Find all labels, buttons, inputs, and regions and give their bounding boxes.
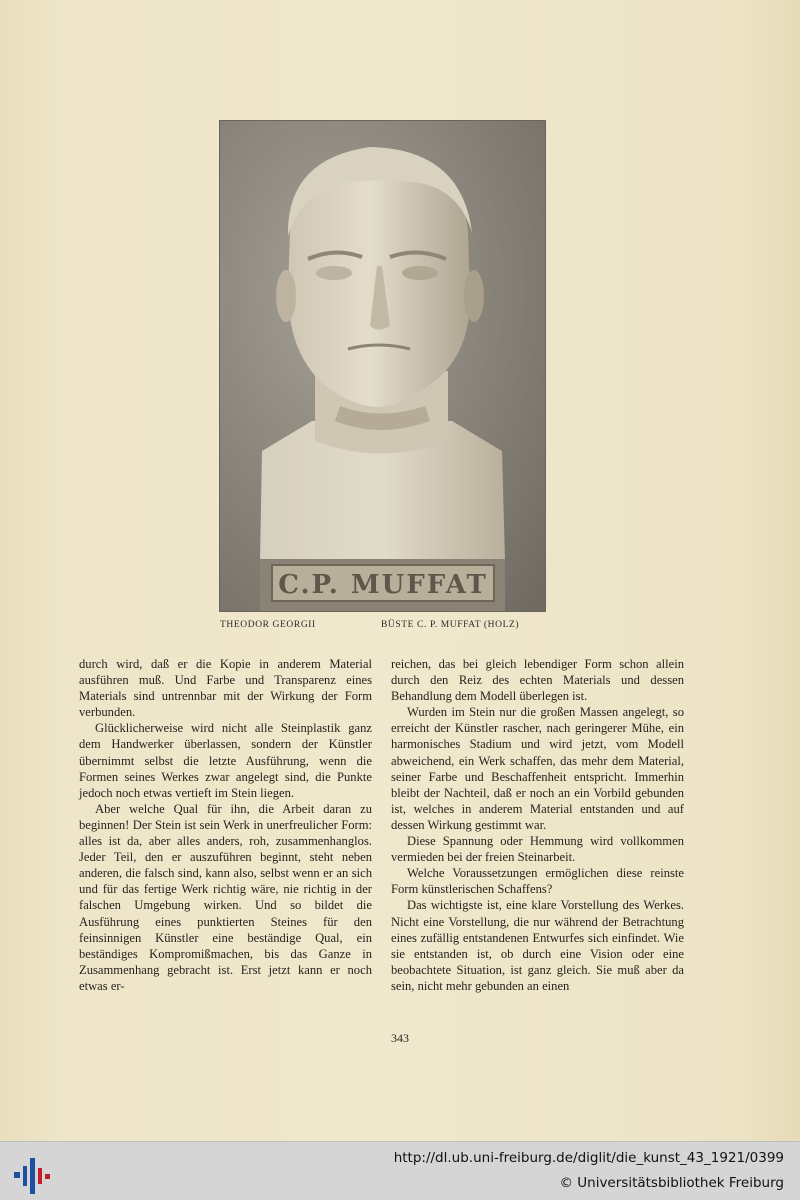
copyright-notice: © Universitätsbibliothek Freiburg (559, 1175, 784, 1191)
paragraph: Aber welche Qual für ihn, die Arbeit daran zu beginnen! Der Stein ist sein Werk in unerfreulicher Form: alles ist da, aber alles anders, roh, zusammenhanglos. Jeder Teil, den er auszuführen beginnt, steht neben anderen, die falsch sind, kann also, selbst wenn er an sich und für das fertige Werk richtig wäre, nie richtig in der falschen Umgebung wirken. Und so bildet die Ausführung eines punktierten Steines für den feinsinnigen Künstler eine beständige Qual, ein beständiges Kompromißmachen, bis das Ganze in Zusammenhang gebracht ist. Erst jetzt kann er noch etwas er- (79, 801, 372, 993)
bust-illustration (220, 121, 545, 611)
paragraph: Glücklicherweise wird nicht alle Steinplastik ganz dem Handwerker überlassen, sondern der Künstler übernimmt selbst die letzte Ausführung, wenn die Formen seines Werkes zwar angelegt sind, die Punkte jedoch noch etwas vertieft im Stein liegen. (79, 721, 372, 800)
bust-inscription: C.P. MUFFAT (278, 570, 488, 600)
paragraph: reichen, das bei gleich lebendiger Form schon allein durch den Reiz des echten Materials und dessen Behandlung dem Modell überlegen ist. (391, 657, 684, 704)
text-column-right (391, 656, 684, 994)
library-footer (0, 1141, 800, 1200)
paragraph: Welche Voraussetzungen ermöglichen diese reinste Form künstlerischen Schaffens? (391, 866, 684, 897)
bust-photograph (220, 121, 545, 611)
caption-artist: THEODOR GEORGII (220, 620, 316, 630)
source-url-link[interactable]: http://dl.ub.uni-freiburg.de/diglit/die_kunst_43_1921/0399 (393, 1150, 784, 1166)
paragraph: Das wichtigste ist, eine klare Vorstellung des Werkes. Nicht eine Vorstellung, die nur während der Betrachtung eines zufällig entstandenen Entwurfes sich einfindet. Wie sie entstanden ist, ob durch eine Vision oder eine beobachtete Situation, ist ganz gleich. Sie muß aber da sein, nicht mehr gebunden an einen (391, 898, 684, 993)
library-logo-icon (10, 1150, 52, 1194)
page-number: 343 (391, 1031, 409, 1045)
paragraph: durch wird, daß er die Kopie in anderem Material ausführen muß. Und Farbe und Transparenz eines Materials sind untrennbar mit der Wirkung der Form verbunden. (79, 657, 372, 720)
paragraph: Wurden im Stein nur die großen Massen angelegt, so erreicht der Künstler rascher, nach geringerer Mühe, ein harmonisches Stadium und wird jetzt, vom Modell abweichend, ein Werk schaffen, das mehr dem Material, seiner Farbe und Beschaffenheit entspricht. Immerhin bleibt der Nachteil, daß er noch an ein Vorbild gebunden ist, welches in anderem Material entstanden und auf dessen Wirkung gestimmt war. (391, 705, 684, 832)
caption-title: BÜSTE C. P. MUFFAT (HOLZ) (381, 620, 520, 630)
text-column-left (79, 656, 372, 994)
paragraph: Diese Spannung oder Hemmung wird vollkommen vermieden bei der freien Steinarbeit. (391, 834, 684, 865)
